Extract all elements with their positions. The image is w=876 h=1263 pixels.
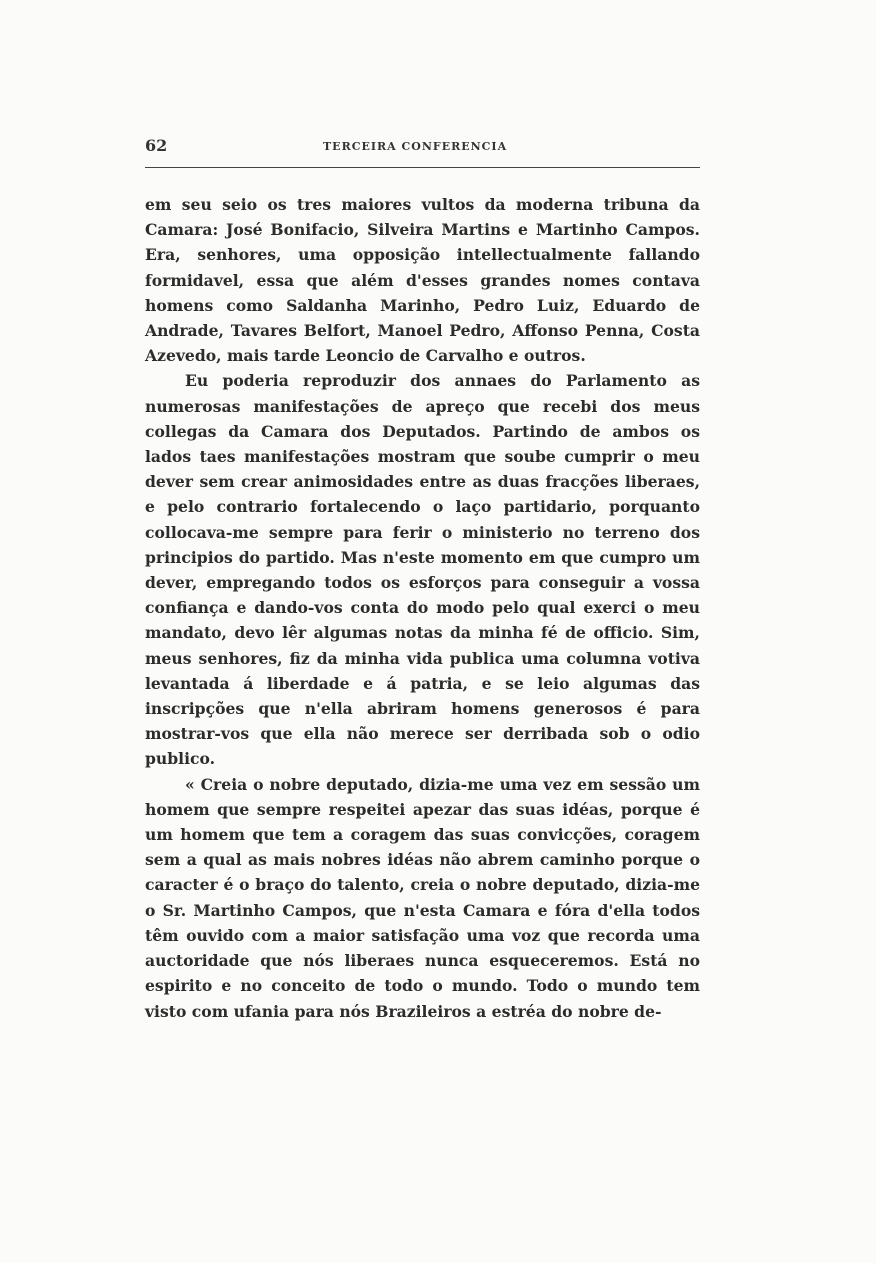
paragraph-2: Eu poderia reproduzir dos annaes do Parlamento as numerosas manifestações de apreço que recebi dos meus collegas da Camara dos Deputados. Partindo de ambos os lados taes manifestações mostram que soube cumprir o meu dever sem crear animosidades entre as duas fracções liberaes, e pelo contrario fortalecendo o laço partidario, porquanto collocava-me sempre para ferir o ministerio no terreno dos principios do partido. Mas n'este momento em que cumpro um dever, empregando todos os esforços para conseguir a vossa confiança e dando-vos conta do modo pelo qual exerci o meu mandato, devo lêr algumas notas da minha fé de officio. Sim, meus senhores, fiz da minha vida publica uma columna votiva levantada á liberdade e á patria, e se leio algumas das inscripções que n'ella abriram homens generosos é para mostrar-vos que ella não merece ser derribada sob o odio publico. <box>145 371 700 769</box>
header-rule <box>145 167 700 168</box>
paragraph-3: « Creia o nobre deputado, dizia-me uma vez em sessão um homem que sempre respeitei apezar das suas idéas, porque é um homem que tem a coragem das suas convicções, coragem sem a qual as mais nobres idéas não abrem caminho porque o caracter é o braço do talento, creia o nobre deputado, dizia-me o Sr. Martinho Campos, que n'esta Camara e fóra d'ella todos têm ouvido com a maior satisfação uma voz que recorda uma auctoridade que nós liberaes nunca esqueceremos. Está no espirito e no conceito de todo o mundo. Todo o mundo tem visto com ufania para nós Brazileiros a estréa do nobre de- <box>145 774 700 1021</box>
paragraph-1: em seu seio os tres maiores vultos da moderna tribuna da Camara: José Bonifacio, Silveira Martins e Martinho Campos. Era, senhores, uma opposição intellectualmente fallando formidavel, essa que além d'esses grandes nomes contava homens como Saldanha Marinho, Pedro Luiz, Eduardo de Andrade, Tavares Belfort, Manoel Pedro, Affonso Penna, Costa Azevedo, mais tarde Leoncio de Carvalho e outros. <box>145 195 700 366</box>
running-title: TERCEIRA CONFERENCIA <box>323 140 508 153</box>
body-text <box>145 192 700 1024</box>
page-header <box>145 134 700 160</box>
page-number: 62 <box>145 136 168 155</box>
